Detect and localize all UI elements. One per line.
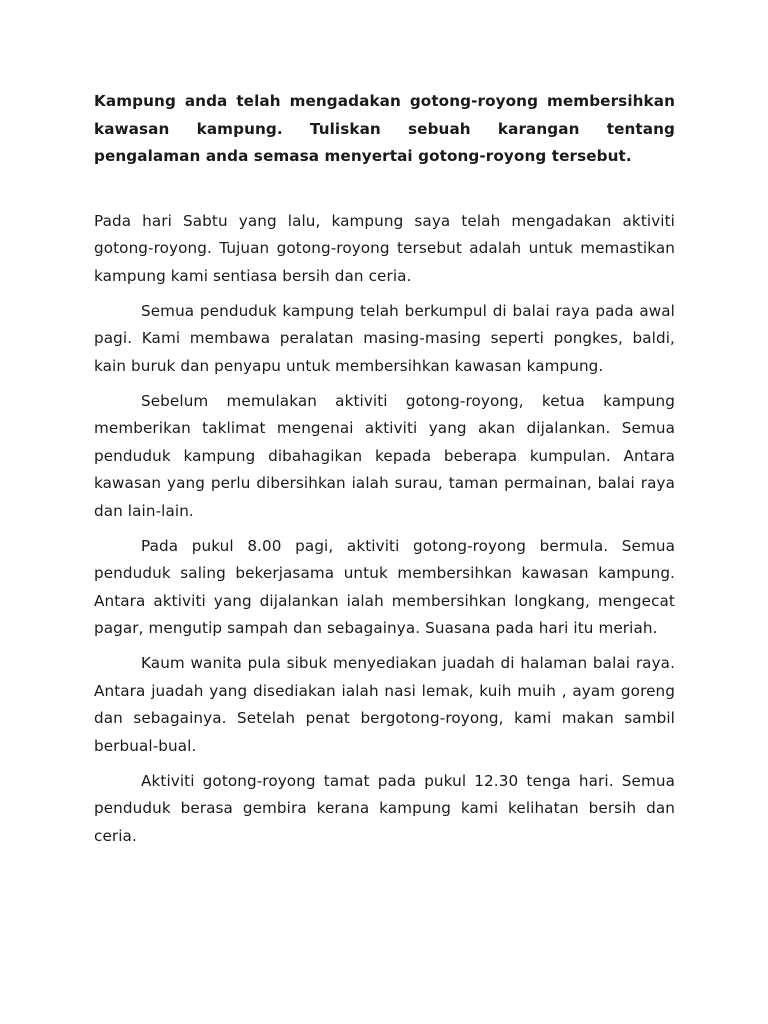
paragraph-conclusion: Aktiviti gotong-royong tamat pada pukul 12.30 tenga hari. Semua penduduk berasa gembira kerana kampung kami kelihatan bersih dan ceria. — [94, 771, 675, 845]
paragraph-introduction: Pada hari Sabtu yang lalu, kampung saya telah mengadakan aktiviti gotong-royong. Tujuan gotong-royong tersebut adalah untuk memastikan kampung kami sentiasa bersih dan ceria. — [94, 211, 675, 285]
paragraph-gathering: Semua penduduk kampung telah berkumpul di balai raya pada awal pagi. Kami membawa peralatan masing-masing seperti pongkes, baldi, kain buruk dan penyapu untuk membersihkan kawasan kampung. — [94, 301, 675, 375]
paragraph-briefing: Sebelum memulakan aktiviti gotong-royong, ketua kampung memberikan taklimat mengenai aktiviti yang akan dijalankan. Semua penduduk kampung dibahagikan kepada beberapa kumpulan. Antara kawasan yang perlu dibersihkan ialah surau, taman permainan, balai raya dan lain-lain. — [94, 391, 675, 520]
essay-body — [94, 88, 675, 858]
paragraph-food: Kaum wanita pula sibuk menyediakan juadah di halaman balai raya. Antara juadah yang disediakan ialah nasi lemak, kuih muih , ayam goreng dan sebagainya. Setelah penat bergotong-royong, kami makan sambil berbual-bual. — [94, 654, 675, 755]
essay-question: Kampung anda telah mengadakan gotong-royong membersihkan kawasan kampung. Tuliskan sebuah karangan tentang pengalaman anda semasa menyertai gotong-royong tersebut. — [94, 92, 675, 165]
paragraph-activities: Pada pukul 8.00 pagi, aktiviti gotong-royong bermula. Semua penduduk saling bekerjasama untuk membersihkan kawasan kampung. Antara aktiviti yang dijalankan ialah membersihkan longkang, mengecat pagar, mengutip sampah dan sebagainya. Suasana pada hari itu meriah. — [94, 536, 675, 637]
